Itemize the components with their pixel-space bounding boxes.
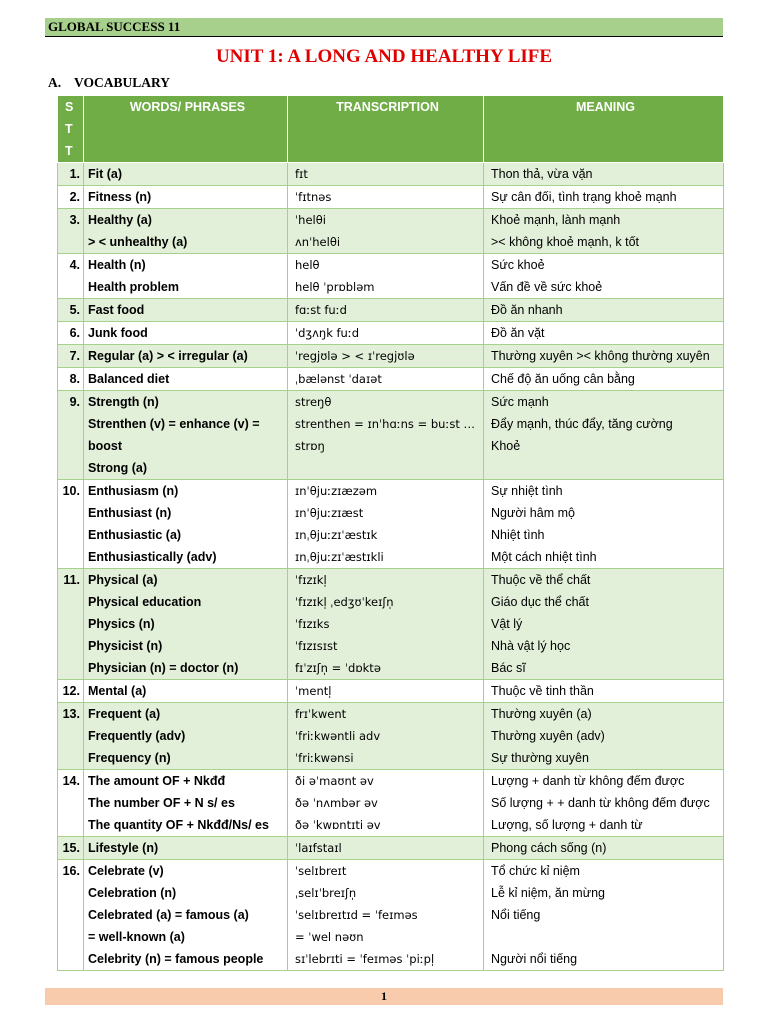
word-phrase-cell xyxy=(84,391,288,480)
meaning-line: Vật lý xyxy=(491,617,523,631)
transcription-line: ðə ˈnʌmbər əv xyxy=(295,796,378,810)
transcription-cell xyxy=(288,391,484,480)
word-phrase-line: Strenthen (v) = enhance (v) = xyxy=(88,417,260,431)
meaning-line: Thuộc về tinh thần xyxy=(491,684,594,698)
word-phrase-line: > < unhealthy (a) xyxy=(88,235,188,249)
table-row xyxy=(58,770,724,837)
meaning-line: Đẩy mạnh, thúc đẩy, tăng cường xyxy=(491,417,673,431)
section-letter: A. xyxy=(48,75,62,90)
meaning-line: Bác sĩ xyxy=(491,661,526,675)
word-phrase-line: Junk food xyxy=(88,326,148,340)
transcription-cell xyxy=(288,254,484,299)
row-number: 15. xyxy=(58,837,84,860)
meaning-line: Lượng + danh từ không đếm được xyxy=(491,774,685,788)
word-phrase-line: Strength (n) xyxy=(88,395,159,409)
word-phrase-cell xyxy=(84,299,288,322)
transcription-line: ˈfɪtnəs xyxy=(295,190,332,204)
transcription-line: ˈregjʊlə > < ɪˈregjʊlə xyxy=(295,349,415,363)
transcription-line: ˈfɪzɪkl̩ xyxy=(295,573,327,587)
table-row xyxy=(58,837,724,860)
word-phrase-cell xyxy=(84,569,288,680)
transcription-line: ɪnˈθjuːzɪæzəm xyxy=(295,484,378,498)
word-phrase-cell xyxy=(84,703,288,770)
transcription-line: ˈfɪzɪks xyxy=(295,617,330,631)
table-row xyxy=(58,703,724,770)
unit-title: UNIT 1: A LONG AND HEALTHY LIFE xyxy=(215,46,553,67)
table-row xyxy=(58,322,724,345)
word-phrase-line: Celebrate (v) xyxy=(88,864,164,878)
row-number: 12. xyxy=(58,680,84,703)
transcription-line: strɒŋ xyxy=(295,439,325,453)
transcription-line: ɪnˌθjuːzɪˈæstɪk xyxy=(295,528,378,542)
transcription-line: ˈfɪzɪkl̩ ˌedʒʊˈkeɪʃn̩ xyxy=(295,595,394,609)
row-number: 11. xyxy=(58,569,84,680)
meaning-cell xyxy=(484,480,724,569)
transcription-cell xyxy=(288,345,484,368)
meaning-cell xyxy=(484,345,724,368)
transcription-line: ɪnˌθjuːzɪˈæstɪkli xyxy=(295,550,384,564)
meaning-cell xyxy=(484,703,724,770)
transcription-cell xyxy=(288,299,484,322)
row-number: 1. xyxy=(58,163,84,186)
word-phrase-line: Celebrity (n) = famous people xyxy=(88,952,264,966)
transcription-cell xyxy=(288,680,484,703)
transcription-line: ˈhelθi xyxy=(295,213,326,227)
transcription-line: ˈselɪbreɪtɪd = ˈfeɪməs xyxy=(295,908,418,922)
meaning-line: Thuộc về thể chất xyxy=(491,573,591,587)
transcription-cell xyxy=(288,770,484,837)
meaning-line: Sự cân đối, tình trạng khoẻ mạnh xyxy=(491,190,677,204)
meaning-line xyxy=(491,457,723,479)
word-phrase-line: Healthy (a) xyxy=(88,213,152,227)
word-phrase-cell xyxy=(84,368,288,391)
row-number: 16. xyxy=(58,860,84,971)
meaning-line: Khoẻ mạnh, lành mạnh xyxy=(491,213,621,227)
meaning-line: Phong cách sống (n) xyxy=(491,841,607,855)
meaning-line: Số lượng + + danh từ không đếm được xyxy=(491,796,710,810)
transcription-cell xyxy=(288,163,484,186)
transcription-line: frɪˈkwent xyxy=(295,707,347,721)
transcription-cell xyxy=(288,569,484,680)
transcription-line: sɪˈlebrɪti = ˈfeɪməs ˈpiːpl̩ xyxy=(295,952,435,966)
table-row xyxy=(58,680,724,703)
meaning-line: Khoẻ xyxy=(491,439,521,453)
word-phrase-cell xyxy=(84,770,288,837)
word-phrase-cell xyxy=(84,186,288,209)
row-number: 5. xyxy=(58,299,84,322)
word-phrase-line: = well-known (a) xyxy=(88,930,185,944)
meaning-line: Giáo dục thể chất xyxy=(491,595,589,609)
word-phrase-line: Physicist (n) xyxy=(88,639,163,653)
meaning-cell xyxy=(484,209,724,254)
transcription-line: streŋθ xyxy=(295,395,332,409)
word-phrase-line: Strong (a) xyxy=(88,461,148,475)
transcription-line: ðə ˈkwɒntɪti əv xyxy=(295,818,381,832)
meaning-line: Tổ chức kỉ niệm xyxy=(491,864,580,878)
word-phrase-line: Regular (a) > < irregular (a) xyxy=(88,349,248,363)
transcription-cell xyxy=(288,186,484,209)
table-row xyxy=(58,163,724,186)
meaning-cell xyxy=(484,368,724,391)
vocabulary-table xyxy=(57,95,724,971)
word-phrase-line: The amount OF + Nkđđ xyxy=(88,774,226,788)
meaning-cell xyxy=(484,163,724,186)
row-number: 4. xyxy=(58,254,84,299)
meaning-line: Thường xuyên (a) xyxy=(491,707,592,721)
table-body xyxy=(58,163,724,971)
table-row xyxy=(58,209,724,254)
word-phrase-line: Frequent (a) xyxy=(88,707,161,721)
transcription-cell xyxy=(288,322,484,345)
transcription-line: ˈmentl̩ xyxy=(295,684,332,698)
word-phrase-cell xyxy=(84,254,288,299)
transcription-cell xyxy=(288,368,484,391)
transcription-line: ˈfriːkwəntli adv xyxy=(295,729,381,743)
meaning-line xyxy=(491,926,723,948)
table-row xyxy=(58,186,724,209)
meaning-cell xyxy=(484,186,724,209)
meaning-line: Một cách nhiệt tình xyxy=(491,550,597,564)
word-phrase-cell xyxy=(84,163,288,186)
word-phrase-line: Lifestyle (n) xyxy=(88,841,159,855)
transcription-line: ɪnˈθjuːzɪæst xyxy=(295,506,364,520)
meaning-line: Đồ ăn nhanh xyxy=(491,303,563,317)
word-phrase-line: The number OF + N s/ es xyxy=(88,796,235,810)
meaning-line: Người hâm mộ xyxy=(491,506,575,520)
word-phrase-line: Frequently (adv) xyxy=(88,729,186,743)
meaning-cell xyxy=(484,322,724,345)
transcription-cell xyxy=(288,480,484,569)
table-row xyxy=(58,345,724,368)
word-phrase-line: Celebration (n) xyxy=(88,886,177,900)
meaning-cell xyxy=(484,770,724,837)
transcription-line xyxy=(295,457,483,479)
row-number: 10. xyxy=(58,480,84,569)
section-heading xyxy=(48,75,170,91)
row-number: 7. xyxy=(58,345,84,368)
section-label: VOCABULARY xyxy=(74,75,171,90)
word-phrase-line: Health (n) xyxy=(88,258,146,272)
word-phrase-line: Health problem xyxy=(88,280,179,294)
transcription-line: fɪt xyxy=(295,167,308,181)
meaning-line: Nổi tiếng xyxy=(491,908,541,922)
meaning-line: Thường xuyên (adv) xyxy=(491,729,605,743)
meaning-cell xyxy=(484,569,724,680)
table-row xyxy=(58,299,724,322)
row-number: 9. xyxy=(58,391,84,480)
meaning-line: Sức khoẻ xyxy=(491,258,545,272)
meaning-line: Nhà vật lý học xyxy=(491,639,571,653)
word-phrase-cell xyxy=(84,680,288,703)
transcription-line: = ˈwel nəʊn xyxy=(295,930,364,944)
transcription-line: ˈfɪzɪsɪst xyxy=(295,639,338,653)
meaning-cell xyxy=(484,860,724,971)
word-phrase-line: Frequency (n) xyxy=(88,751,171,765)
table-row xyxy=(58,860,724,971)
word-phrase-line: Physician (n) = doctor (n) xyxy=(88,661,239,675)
word-phrase-cell xyxy=(84,860,288,971)
meaning-cell xyxy=(484,391,724,480)
transcription-cell xyxy=(288,860,484,971)
column-header-meaning: MEANING xyxy=(484,96,724,163)
page-number: 1 xyxy=(381,989,387,1003)
header-label: GLOBAL SUCCESS 11 xyxy=(48,19,181,34)
transcription-cell xyxy=(288,209,484,254)
meaning-line: Sức mạnh xyxy=(491,395,549,409)
meaning-cell xyxy=(484,837,724,860)
transcription-line: helθ xyxy=(295,258,320,272)
word-phrase-line: Physics (n) xyxy=(88,617,155,631)
meaning-cell xyxy=(484,299,724,322)
meaning-line: Nhiệt tình xyxy=(491,528,545,542)
table-row xyxy=(58,391,724,480)
row-number: 8. xyxy=(58,368,84,391)
word-phrase-line: Fit (a) xyxy=(88,167,123,181)
meaning-line: >< không khoẻ mạnh, k tốt xyxy=(491,235,640,249)
column-header-words: WORDS/ PHRASES xyxy=(84,96,288,163)
column-header-stt: S T T xyxy=(58,96,84,163)
meaning-cell xyxy=(484,254,724,299)
transcription-line: helθ ˈprɒbləm xyxy=(295,280,375,294)
row-number: 2. xyxy=(58,186,84,209)
meaning-line: Thon thả, vừa vặn xyxy=(491,167,593,181)
table-row xyxy=(58,569,724,680)
word-phrase-line: boost xyxy=(88,439,123,453)
transcription-line: ˈfriːkwənsi xyxy=(295,751,354,765)
column-header-transcription: TRANSCRIPTION xyxy=(288,96,484,163)
word-phrase-line: Fast food xyxy=(88,303,145,317)
transcription-line: ˌselɪˈbreɪʃn̩ xyxy=(295,886,357,900)
meaning-line: Sự nhiệt tình xyxy=(491,484,563,498)
meaning-line: Đồ ăn vặt xyxy=(491,326,545,340)
transcription-line: strenthen = ɪnˈhɑːns = buːst … xyxy=(295,417,475,431)
transcription-line: ˌbælənst ˈdaɪət xyxy=(295,372,382,386)
table-row xyxy=(58,368,724,391)
meaning-line: Sự thường xuyên xyxy=(491,751,589,765)
word-phrase-cell xyxy=(84,209,288,254)
word-phrase-line: Enthusiast (n) xyxy=(88,506,172,520)
transcription-line: fɪˈzɪʃn̩ = ˈdɒktə xyxy=(295,661,381,675)
word-phrase-line: The quantity OF + Nkđđ/Ns/ es xyxy=(88,818,269,832)
meaning-line: Lễ kỉ niệm, ăn mừng xyxy=(491,886,605,900)
page-footer xyxy=(45,988,723,1005)
row-number: 14. xyxy=(58,770,84,837)
row-number: 6. xyxy=(58,322,84,345)
word-phrase-line: Physical education xyxy=(88,595,202,609)
transcription-line: fɑːst fuːd xyxy=(295,303,347,317)
word-phrase-line: Celebrated (a) = famous (a) xyxy=(88,908,249,922)
word-phrase-line: Physical (a) xyxy=(88,573,158,587)
word-phrase-line: Enthusiastic (a) xyxy=(88,528,182,542)
transcription-line: ʌnˈhelθi xyxy=(295,235,341,249)
word-phrase-line: Fitness (n) xyxy=(88,190,152,204)
word-phrase-cell xyxy=(84,345,288,368)
transcription-cell xyxy=(288,703,484,770)
meaning-line: Chế độ ăn uống cân bằng xyxy=(491,372,635,386)
table-row xyxy=(58,480,724,569)
word-phrase-cell xyxy=(84,322,288,345)
word-phrase-line: Balanced diet xyxy=(88,372,170,386)
transcription-line: ˈlaɪfstaɪl xyxy=(295,841,342,855)
table-header-row xyxy=(58,96,724,163)
meaning-cell xyxy=(484,680,724,703)
meaning-line: Thường xuyên >< không thường xuyên xyxy=(491,349,710,363)
transcription-line: ˈselɪbreɪt xyxy=(295,864,347,878)
row-number: 13. xyxy=(58,703,84,770)
word-phrase-cell xyxy=(84,837,288,860)
word-phrase-line: Enthusiastically (adv) xyxy=(88,550,217,564)
word-phrase-line: Enthusiasm (n) xyxy=(88,484,179,498)
meaning-line: Người nổi tiếng xyxy=(491,952,578,966)
transcription-line: ði əˈmaʊnt əv xyxy=(295,774,374,788)
running-header xyxy=(45,18,723,37)
word-phrase-line: Mental (a) xyxy=(88,684,147,698)
transcription-line: ˈdʒʌŋk fuːd xyxy=(295,326,360,340)
meaning-line: Lượng, số lượng + danh từ xyxy=(491,818,643,832)
word-phrase-cell xyxy=(84,480,288,569)
table-row xyxy=(58,254,724,299)
meaning-line: Vấn đề về sức khoẻ xyxy=(491,280,603,294)
row-number: 3. xyxy=(58,209,84,254)
transcription-cell xyxy=(288,837,484,860)
